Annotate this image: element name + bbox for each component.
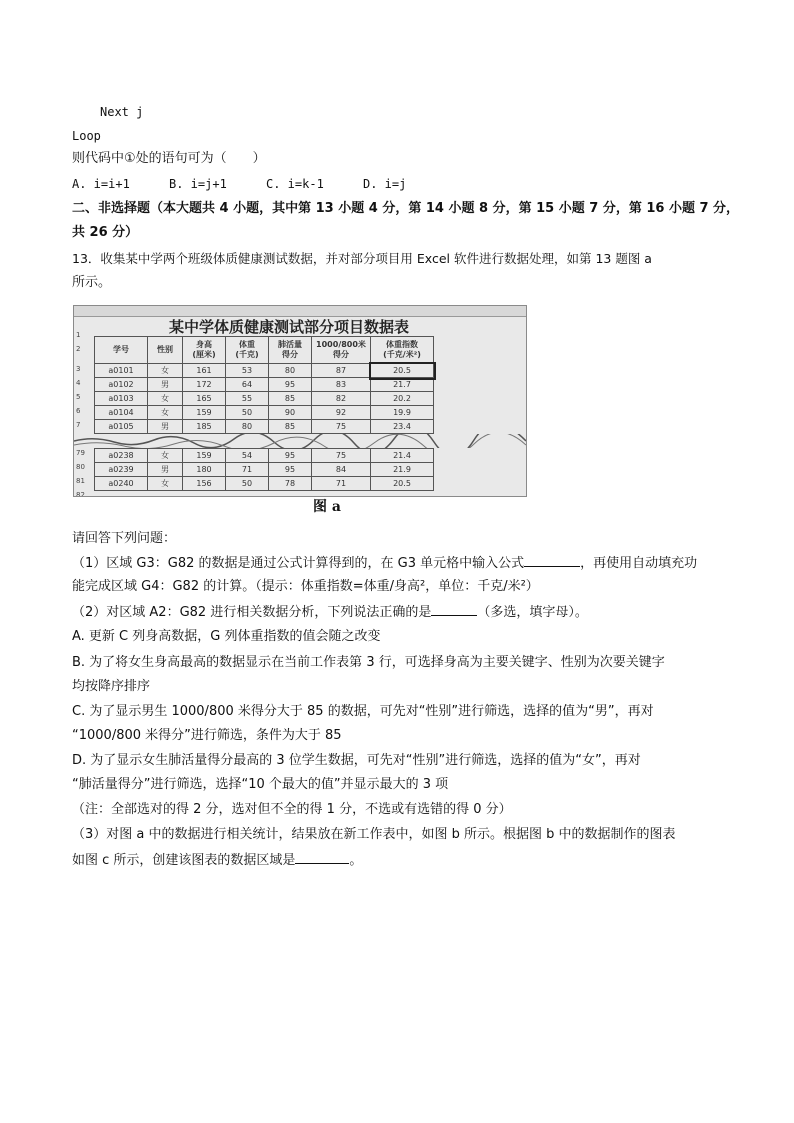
sheet-cell: 80	[269, 364, 312, 378]
sheet-cell: 161	[183, 364, 226, 378]
sheet-cell: 87	[312, 364, 371, 378]
table-row	[95, 477, 434, 491]
sheet-cell: 85	[269, 392, 312, 406]
option-c: C. i=k-1	[266, 177, 324, 191]
sheet-cell: 男	[148, 420, 183, 434]
q2-stem	[72, 603, 588, 622]
sheet-cell: 20.5	[371, 364, 434, 378]
sheet-cell: 19.9	[371, 406, 434, 420]
question-12-stem: 则代码中①处的语句可为（ ）	[72, 151, 266, 166]
sheet-cell: 53	[226, 364, 269, 378]
q1-text-b: ，再使用自动填充功	[580, 556, 698, 571]
q2-option-d-cont: “肺活量得分”进行筛选，选择“10 个最大的值”并显示最大的 3 项	[72, 777, 449, 792]
table-row	[95, 420, 434, 434]
code-next-line: Next j	[100, 105, 144, 119]
q2-answer-blank[interactable]	[431, 603, 477, 616]
q1-line2: 能完成区域 G4：G82 的计算。（提示：体重指数=体重/身高²，单位：千克/米²）	[72, 579, 539, 594]
sheet-cell: 172	[183, 378, 226, 392]
sheet-cell: a0239	[95, 463, 148, 477]
figure-a-caption: 图 a	[313, 499, 341, 515]
sheet-cell: 159	[183, 406, 226, 420]
sheet-cell: 71	[312, 477, 371, 491]
q2-text-a: （2）对区域 A2：G82 进行相关数据分析，下列说法正确的是	[72, 605, 432, 620]
q3-text-b: 。	[349, 853, 363, 868]
sheet-cell: 83	[312, 378, 371, 392]
sheet-cell: 75	[312, 449, 371, 463]
row-number: 81	[76, 477, 85, 485]
table-row	[95, 378, 434, 392]
sheet-cell: a0101	[95, 364, 148, 378]
sheet-header-cell: 肺活量 得分	[269, 337, 312, 364]
sheet-cell: 21.4	[371, 449, 434, 463]
sheet-header-cell: 学号	[95, 337, 148, 364]
sheet-cell: 55	[226, 392, 269, 406]
sheet-header-cell: 性别	[148, 337, 183, 364]
sheet-cell: 82	[312, 392, 371, 406]
q2-option-c-cont: “1000/800 米得分”进行筛选，条件为大于 85	[72, 728, 342, 743]
row-number: 1	[76, 331, 81, 339]
row-number: 2	[76, 345, 81, 353]
torn-break-line	[74, 434, 526, 448]
sheet-header-cell: 1000/800米 得分	[312, 337, 371, 364]
sheet-cell: 54	[226, 449, 269, 463]
sheet-header-cell: 身高 (厘米)	[183, 337, 226, 364]
table-row	[95, 463, 434, 477]
q1-line1	[72, 554, 697, 573]
q3-line1: （3）对图 a 中的数据进行相关统计，结果放在新工作表中，如图 b 所示。根据图 b 中的数据制作的图表	[72, 827, 676, 842]
sheet-cell: 23.4	[371, 420, 434, 434]
sheet-cell: 185	[183, 420, 226, 434]
q2-option-b-cont: 均按降序排序	[72, 679, 151, 694]
q2-option-b: B. 为了将女生身高最高的数据显示在当前工作表第 3 行，可选择身高为主要关键字、性别为次要关键字	[72, 655, 665, 670]
sheet-cell: 78	[269, 477, 312, 491]
question-13-intro: 13．收集某中学两个班级体质健康测试数据，并对部分项目用 Excel 软件进行数据处理，如第 13 题图 a	[72, 251, 652, 266]
sheet-cell: 75	[312, 420, 371, 434]
sheet-cell: a0105	[95, 420, 148, 434]
sheet-cell: 男	[148, 378, 183, 392]
sheet-cell: 女	[148, 449, 183, 463]
sheet-cell: 男	[148, 463, 183, 477]
q1-text-a: （1）区域 G3：G82 的数据是通过公式计算得到的，在 G3 单元格中输入公式	[72, 556, 525, 571]
sheet-cell: 95	[269, 378, 312, 392]
sheet-cell: 50	[226, 477, 269, 491]
sheet-header-row	[95, 337, 434, 364]
sheet-cell: 156	[183, 477, 226, 491]
option-a: A. i=i+1	[72, 177, 130, 191]
table-row	[95, 364, 434, 378]
q3-text-a: 如图 c 所示，创建该图表的数据区域是	[72, 853, 296, 868]
sheet-cell: 女	[148, 364, 183, 378]
q2-option-d: D. 为了显示女生肺活量得分最高的 3 位学生数据，可先对“性别”进行筛选，选择的值为“女”，再对	[72, 753, 641, 768]
sheet-cell: 95	[269, 449, 312, 463]
row-number: 5	[76, 393, 81, 401]
q2-option-a: A. 更新 C 列身高数据，G 列体重指数的值会随之改变	[72, 629, 381, 644]
sheet-cell: 92	[312, 406, 371, 420]
question-13-intro-cont: 所示。	[72, 275, 112, 290]
row-number: 6	[76, 407, 81, 415]
sheet-table	[94, 336, 434, 491]
row-number: 80	[76, 463, 85, 471]
option-b: B. i=j+1	[169, 177, 227, 191]
question-12-options	[72, 175, 406, 193]
table-row	[95, 392, 434, 406]
sheet-cell: 女	[148, 392, 183, 406]
sheet-cell: 165	[183, 392, 226, 406]
sheet-cell: a0103	[95, 392, 148, 406]
sheet-cell: 女	[148, 406, 183, 420]
row-number: 4	[76, 379, 81, 387]
sheet-cell: a0104	[95, 406, 148, 420]
sheet-cell: 180	[183, 463, 226, 477]
sheet-cell: a0102	[95, 378, 148, 392]
sheet-cell: 64	[226, 378, 269, 392]
sheet-cell: 20.2	[371, 392, 434, 406]
row-number: 79	[76, 449, 85, 457]
sheet-cell: 21.7	[371, 378, 434, 392]
table-row	[95, 406, 434, 420]
sheet-cell: 20.5	[371, 477, 434, 491]
q3-answer-blank[interactable]	[295, 851, 349, 864]
sheet-header-cell: 体重指数 (千克/米²)	[371, 337, 434, 364]
sheet-cell: 159	[183, 449, 226, 463]
sheet-cell: 85	[269, 420, 312, 434]
sheet-cell: 84	[312, 463, 371, 477]
sheet-header-cell: 体重 (千克)	[226, 337, 269, 364]
row-number: 82	[76, 491, 85, 497]
section-heading: 二、非选择题（本大题共 4 小题，其中第 13 小题 4 分，第 14 小题 8 分，第 15 小题 7 分，第 16 小题 7 分，	[72, 201, 740, 216]
answer-prompt: 请回答下列问题：	[72, 531, 177, 546]
scoring-note: （注：全部选对的得 2 分，选对但不全的得 1 分，不选或有选错的得 0 分）	[72, 802, 512, 817]
option-d: D. i=j	[363, 177, 407, 191]
sheet-cell: 71	[226, 463, 269, 477]
sheet-cell: a0238	[95, 449, 148, 463]
q2-option-c: C. 为了显示男生 1000/800 米得分大于 85 的数据，可先对“性别”进行筛选，选择的值为“男”，再对	[72, 704, 654, 719]
row-number: 3	[76, 365, 81, 373]
sheet-cell: 21.9	[371, 463, 434, 477]
q1-answer-blank[interactable]	[524, 554, 580, 567]
table-row	[95, 449, 434, 463]
section-heading-cont: 共 26 分）	[72, 225, 139, 240]
sheet-cell: 95	[269, 463, 312, 477]
sheet-cell: 80	[226, 420, 269, 434]
sheet-title: 某中学体质健康测试部分项目数据表	[169, 318, 410, 336]
sheet-grid	[94, 336, 434, 491]
code-loop-line: Loop	[72, 129, 101, 143]
q3-line2	[72, 851, 362, 870]
sheet-cell: 女	[148, 477, 183, 491]
q2-text-b: （多选，填字母）。	[477, 605, 588, 620]
figure-a-spreadsheet	[73, 305, 527, 497]
sheet-cell: 50	[226, 406, 269, 420]
row-number: 7	[76, 421, 81, 429]
sheet-cell: 90	[269, 406, 312, 420]
sheet-cell: a0240	[95, 477, 148, 491]
